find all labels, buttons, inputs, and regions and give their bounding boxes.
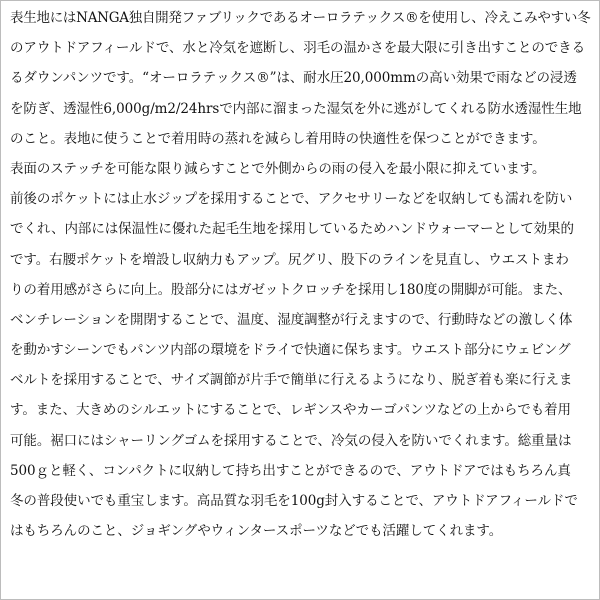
text-line: 表生地にはNANGA独自開発ファブリックであるオーロラテックス®を使用し、冷えこみやすい冬	[10, 10, 591, 26]
product-description	[10, 3, 598, 546]
text-line: 表面のステッチを可能な限り減らすことで外側からの雨の侵入を最小限に抑えています。	[10, 160, 546, 177]
text-line: るダウンパンツです。“オーロラテックス®”は、耐水圧20,000mmの高い効果で雨などの浸透	[10, 70, 577, 87]
text-line: を動かすシーンでもパンツ内部の環境をドライで快適に保ちます。ウエスト部分にウェビング	[10, 342, 571, 359]
text-line: 前後のポケットには止水ジップを採用することで、アクセサリーなどを収納しても濡れを防い	[10, 191, 573, 208]
text-line: はもちろんのこと、ジョギングやウィンタースポーツなどでも活躍してくれます。	[10, 523, 503, 540]
text-line: 冬の普段使いでも重宝します。高品質な羽毛を100g封入することで、アウトドアフィールドで	[10, 493, 578, 509]
text-line: のこと。表地に使うことで着用時の蒸れを減らし着用時の快適性を保つことができます。	[10, 130, 546, 147]
text-line: のアウトドアフィールドで、水と冷気を遮断し、羽毛の温かさを最大限に引き出すことのできる	[10, 40, 586, 57]
text-line: 500ｇと軽く、コンパクトに収納して持ち出すことができるので、アウトドアではもちろん真	[10, 462, 571, 479]
text-line: です。右腰ポケットを増設し収納力もアップ。尻グリ、股下のラインを見直し、ウエストまわ	[10, 251, 569, 268]
text-line: す。また、大きめのシルエットにすることで、レギンスやカーゴパンツなどの上からでも着用	[10, 402, 571, 419]
text-line: ベンチレーションを開閉することで、温度、湿度調整が行えますので、行動時などの激しく体	[10, 311, 573, 328]
text-line: ベルトを採用することで、サイズ調節が片手で簡単に行えるようになり、脱ぎ着も楽に行えま	[10, 372, 573, 389]
text-line: でくれ、内部には保温性に優れた起毛生地を採用しているためハンドウォーマーとして効果的	[10, 221, 574, 238]
text-line: りの着用感がさらに向上。股部分にはガゼットクロッチを採用し180度の開脚が可能。また、	[10, 281, 572, 298]
text-line: 可能。裾口にはシャーリングゴムを採用することで、冷気の侵入を防いでくれます。総重量は	[10, 432, 572, 449]
text-line: を防ぎ、透湿性6,000g/m2/24hrsで内部に溜まった湿気を外に逃がしてくれる防水透湿性生地	[10, 100, 582, 117]
